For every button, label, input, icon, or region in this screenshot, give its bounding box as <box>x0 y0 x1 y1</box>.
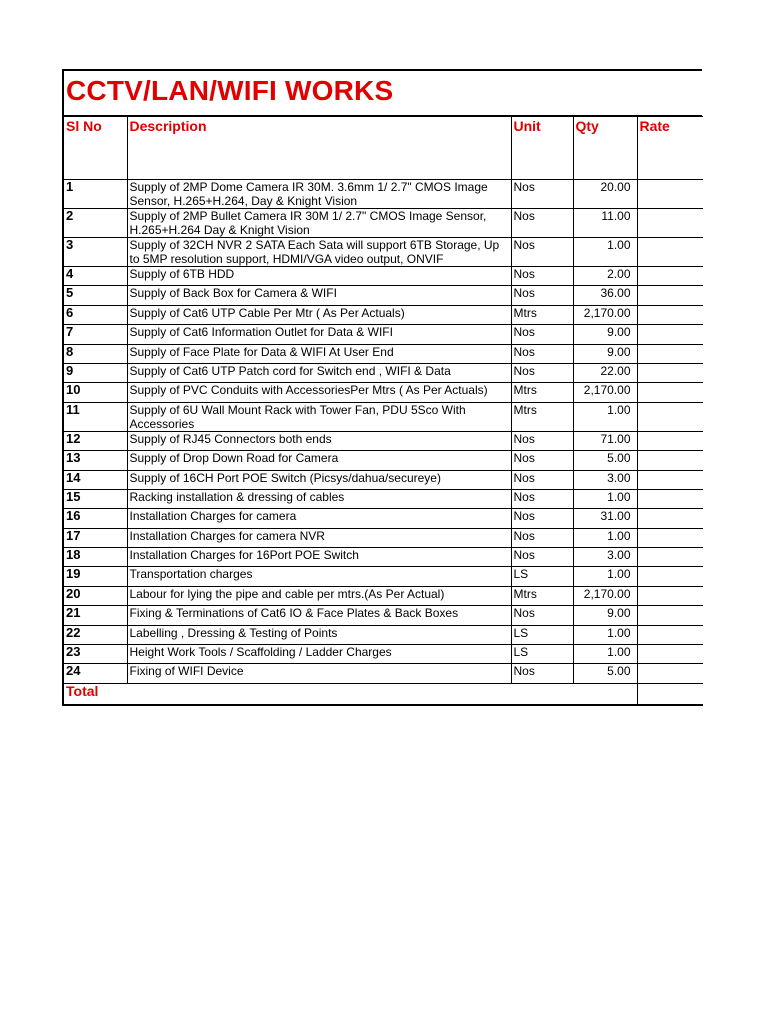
cell-qty[interactable]: 5.00 <box>573 451 637 470</box>
table-row <box>63 209 703 238</box>
cell-description[interactable] <box>127 238 511 267</box>
cell-description[interactable]: Labour for lying the pipe and cable per mtrs.(As Per Actual) <box>127 586 511 605</box>
table-row <box>63 645 703 664</box>
cell-qty[interactable]: 1.00 <box>573 625 637 644</box>
cell-qty[interactable]: 36.00 <box>573 286 637 305</box>
cell-sl-no[interactable]: 2 <box>63 209 127 238</box>
cell-unit[interactable]: Nos <box>511 180 573 209</box>
table-row <box>63 489 703 508</box>
cell-unit[interactable]: Nos <box>511 489 573 508</box>
cell-qty[interactable]: 9.00 <box>573 344 637 363</box>
cell-unit[interactable]: Nos <box>511 344 573 363</box>
total-label[interactable]: Total <box>63 683 637 705</box>
table-row <box>63 509 703 528</box>
cell-sl-no[interactable]: 20 <box>63 586 127 605</box>
cell-sl-no[interactable]: 18 <box>63 548 127 567</box>
cell-rate[interactable] <box>637 344 703 363</box>
cell-description[interactable] <box>127 180 511 209</box>
cell-rate[interactable] <box>637 305 703 324</box>
table-row <box>63 180 703 209</box>
cell-sl-no[interactable]: 9 <box>63 363 127 382</box>
cell-unit[interactable]: Nos <box>511 325 573 344</box>
cell-rate[interactable] <box>637 470 703 489</box>
cell-description[interactable]: Racking installation & dressing of cables <box>127 489 511 508</box>
cell-qty[interactable]: 11.00 <box>573 209 637 238</box>
cell-description[interactable]: Supply of Back Box for Camera & WIFI <box>127 286 511 305</box>
table-row <box>63 586 703 605</box>
cell-sl-no[interactable]: 21 <box>63 606 127 625</box>
cell-description[interactable] <box>127 402 511 431</box>
cell-rate[interactable] <box>637 325 703 344</box>
cell-description[interactable]: Supply of Cat6 UTP Patch cord for Switch end , WIFI & Data <box>127 363 511 382</box>
cell-description[interactable]: Supply of Cat6 Information Outlet for Data & WIFI <box>127 325 511 344</box>
cell-description[interactable]: Fixing of WIFI Device <box>127 664 511 683</box>
description-text: Supply of 2MP Dome Camera IR 30M. 3.6mm 1/ 2.7" CMOS Image Sensor, H.265+H.264, Day & Knight Vision <box>129 180 488 208</box>
table-row <box>63 567 703 586</box>
cell-sl-no[interactable]: 5 <box>63 286 127 305</box>
table-row <box>63 238 703 267</box>
cell-description[interactable]: Fixing & Terminations of Cat6 IO & Face Plates & Back Boxes <box>127 606 511 625</box>
table-row <box>63 606 703 625</box>
cell-rate[interactable] <box>637 402 703 431</box>
cell-rate[interactable] <box>637 383 703 402</box>
cell-unit[interactable]: Nos <box>511 209 573 238</box>
cell-rate[interactable] <box>637 528 703 547</box>
table-row <box>63 664 703 683</box>
cell-qty[interactable]: 3.00 <box>573 470 637 489</box>
cell-rate[interactable] <box>637 567 703 586</box>
spreadsheet <box>62 69 702 706</box>
table-row <box>63 344 703 363</box>
header-sl-no[interactable]: Sl No <box>63 117 127 180</box>
cell-unit[interactable]: Nos <box>511 286 573 305</box>
cell-rate[interactable] <box>637 238 703 267</box>
cell-qty[interactable]: 22.00 <box>573 363 637 382</box>
cell-qty[interactable]: 1.00 <box>573 238 637 267</box>
total-row <box>63 683 703 705</box>
cell-rate[interactable] <box>637 645 703 664</box>
cell-qty[interactable]: 3.00 <box>573 548 637 567</box>
table-row <box>63 363 703 382</box>
cell-description[interactable]: Installation Charges for camera NVR <box>127 528 511 547</box>
cell-unit[interactable]: LS <box>511 645 573 664</box>
cell-qty[interactable]: 20.00 <box>573 180 637 209</box>
table-row <box>63 267 703 286</box>
cell-unit[interactable]: Nos <box>511 451 573 470</box>
cell-unit[interactable]: Nos <box>511 470 573 489</box>
cell-qty[interactable]: 1.00 <box>573 489 637 508</box>
header-description[interactable]: Description <box>127 117 511 180</box>
cell-qty[interactable]: 31.00 <box>573 509 637 528</box>
table-row <box>63 548 703 567</box>
cell-rate[interactable] <box>637 209 703 238</box>
cell-description[interactable]: Supply of PVC Conduits with AccessoriesPer Mtrs ( As Per Actuals) <box>127 383 511 402</box>
table-header-row <box>63 117 703 180</box>
cell-unit[interactable]: Mtrs <box>511 402 573 431</box>
cell-rate[interactable] <box>637 664 703 683</box>
cell-qty[interactable]: 2,170.00 <box>573 586 637 605</box>
table-row <box>63 528 703 547</box>
cell-sl-no[interactable]: 22 <box>63 625 127 644</box>
cell-unit[interactable]: Mtrs <box>511 383 573 402</box>
cell-unit[interactable]: LS <box>511 567 573 586</box>
cell-rate[interactable] <box>637 489 703 508</box>
cell-sl-no[interactable]: 6 <box>63 305 127 324</box>
cell-rate[interactable] <box>637 363 703 382</box>
cell-sl-no[interactable]: 19 <box>63 567 127 586</box>
cell-qty[interactable]: 5.00 <box>573 664 637 683</box>
table-row <box>63 431 703 450</box>
cell-qty[interactable]: 2,170.00 <box>573 305 637 324</box>
cell-unit[interactable]: Nos <box>511 431 573 450</box>
table-row <box>63 383 703 402</box>
title-row <box>62 69 702 116</box>
header-qty[interactable]: Qty <box>573 117 637 180</box>
cell-qty[interactable]: 1.00 <box>573 645 637 664</box>
sheet-title: CCTV/LAN/WIFI WORKS <box>66 75 394 106</box>
cell-unit[interactable]: Nos <box>511 606 573 625</box>
cell-sl-no[interactable]: 13 <box>63 451 127 470</box>
cell-sl-no[interactable]: 23 <box>63 645 127 664</box>
cell-rate[interactable] <box>637 548 703 567</box>
header-unit[interactable]: Unit <box>511 117 573 180</box>
cell-sl-no[interactable]: 15 <box>63 489 127 508</box>
cell-qty[interactable]: 71.00 <box>573 431 637 450</box>
table-row <box>63 325 703 344</box>
cell-rate[interactable] <box>637 267 703 286</box>
cell-unit[interactable]: Nos <box>511 528 573 547</box>
table-row <box>63 305 703 324</box>
cell-description[interactable]: Installation Charges for camera <box>127 509 511 528</box>
cell-description[interactable] <box>127 209 511 238</box>
total-rate-cell[interactable] <box>637 683 703 705</box>
cell-description[interactable]: Supply of 16CH Port POE Switch (Picsys/dahua/secureye) <box>127 470 511 489</box>
description-text: Supply of 6U Wall Mount Rack with Tower Fan, PDU 5Sco With Accessories <box>129 402 466 431</box>
cell-rate[interactable] <box>637 286 703 305</box>
cell-unit[interactable]: Mtrs <box>511 305 573 324</box>
cell-sl-no[interactable]: 24 <box>63 664 127 683</box>
cell-qty[interactable]: 1.00 <box>573 567 637 586</box>
table-row <box>63 286 703 305</box>
cell-unit[interactable]: Nos <box>511 664 573 683</box>
cell-rate[interactable] <box>637 586 703 605</box>
cell-qty[interactable]: 1.00 <box>573 402 637 431</box>
cell-unit[interactable]: Nos <box>511 363 573 382</box>
cell-sl-no[interactable]: 4 <box>63 267 127 286</box>
cell-sl-no[interactable]: 3 <box>63 238 127 267</box>
table-row <box>63 451 703 470</box>
cell-sl-no[interactable]: 10 <box>63 383 127 402</box>
cell-rate[interactable] <box>637 451 703 470</box>
cell-rate[interactable] <box>637 431 703 450</box>
cell-qty[interactable]: 2.00 <box>573 267 637 286</box>
cell-description[interactable]: Supply of Face Plate for Data & WIFI At User End <box>127 344 511 363</box>
cell-sl-no[interactable]: 1 <box>63 180 127 209</box>
description-text: Supply of 2MP Bullet Camera IR 30M 1/ 2.7" CMOS Image Sensor, H.265+H.264 Day & Knight Vision <box>129 209 487 237</box>
cell-unit[interactable]: Nos <box>511 238 573 267</box>
description-text: Supply of 32CH NVR 2 SATA Each Sata will support 6TB Storage, Up to 5MP resolution support, HDMI/VGA video output, ONVIF <box>129 238 500 266</box>
header-rate[interactable]: Rate <box>637 117 703 180</box>
cell-qty[interactable]: 9.00 <box>573 606 637 625</box>
cell-rate[interactable] <box>637 606 703 625</box>
table-row <box>63 402 703 431</box>
cell-sl-no[interactable]: 17 <box>63 528 127 547</box>
cell-qty[interactable]: 2,170.00 <box>573 383 637 402</box>
cell-unit[interactable]: Nos <box>511 548 573 567</box>
cell-qty[interactable]: 1.00 <box>573 528 637 547</box>
cell-sl-no[interactable]: 14 <box>63 470 127 489</box>
cell-unit[interactable]: Mtrs <box>511 586 573 605</box>
cell-description[interactable]: Supply of 6TB HDD <box>127 267 511 286</box>
cell-description[interactable]: Transportation charges <box>127 567 511 586</box>
cell-sl-no[interactable]: 11 <box>63 402 127 431</box>
cell-rate[interactable] <box>637 625 703 644</box>
cell-unit[interactable]: Nos <box>511 267 573 286</box>
cell-sl-no[interactable]: 7 <box>63 325 127 344</box>
cell-sl-no[interactable]: 16 <box>63 509 127 528</box>
cell-description[interactable]: Supply of RJ45 Connectors both ends <box>127 431 511 450</box>
table-row <box>63 625 703 644</box>
table-row <box>63 470 703 489</box>
cell-qty[interactable]: 9.00 <box>573 325 637 344</box>
cell-description[interactable]: Installation Charges for 16Port POE Switch <box>127 548 511 567</box>
cell-rate[interactable] <box>637 509 703 528</box>
cell-sl-no[interactable]: 12 <box>63 431 127 450</box>
cell-unit[interactable]: Nos <box>511 509 573 528</box>
bill-of-quantities-table <box>62 116 703 706</box>
cell-unit[interactable]: LS <box>511 625 573 644</box>
cell-description[interactable]: Labelling , Dressing & Testing of Points <box>127 625 511 644</box>
cell-rate[interactable] <box>637 180 703 209</box>
cell-description[interactable]: Supply of Drop Down Road for Camera <box>127 451 511 470</box>
cell-description[interactable]: Height Work Tools / Scaffolding / Ladder Charges <box>127 645 511 664</box>
cell-description[interactable]: Supply of Cat6 UTP Cable Per Mtr ( As Per Actuals) <box>127 305 511 324</box>
cell-sl-no[interactable]: 8 <box>63 344 127 363</box>
